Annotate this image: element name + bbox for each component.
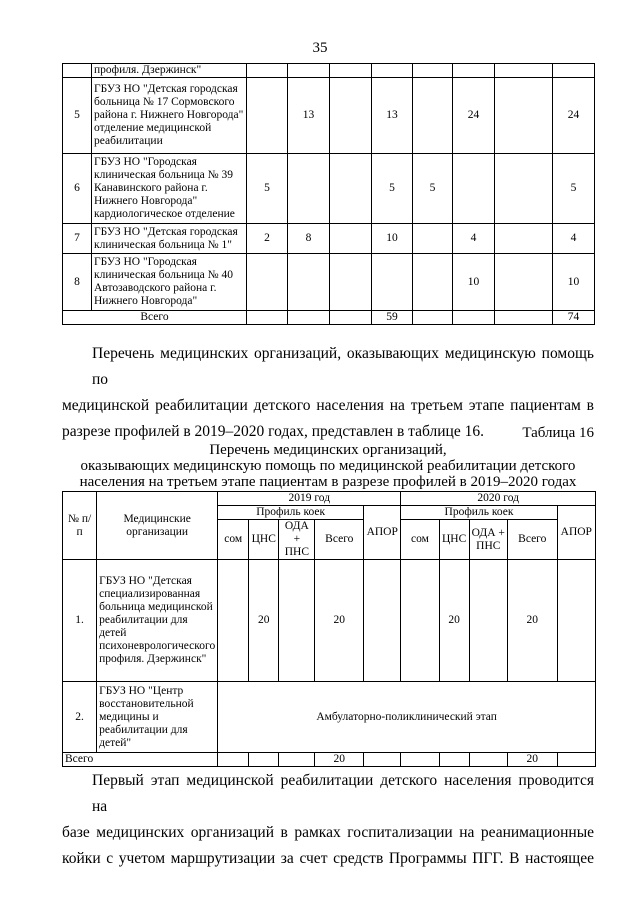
- table-row: 7 ГБУЗ НО "Детская городская клиническая больница № 1" 2 8 10 4 4: [63, 224, 595, 254]
- table-header-row: [63, 492, 596, 506]
- table-row: 6 ГБУЗ НО "Городская клиническая больница № 39 Канавинского района г. Нижнего Новгорода" кардиологическое отделение 5 5 5 5: [63, 154, 595, 224]
- paragraph-first-stage: Первый этап медицинской реабилитации детского населения проводится на базе медицинских организаций в рамках госпитализации на реанимационные койки с учетом маршрутизации за счет средств Программы ПГГ. В настоящее: [62, 772, 594, 867]
- col-header-org: Медицинские организации: [97, 492, 218, 560]
- col-header-2020: 2020 год: [401, 492, 596, 506]
- table-row: профиля. Дзержинск": [63, 64, 595, 78]
- table-header-row: Профиль коек АПОР Профиль коек АПОР: [63, 506, 596, 520]
- table-title: Перечень медицинских организаций, оказывающих медицинскую помощь по медицинской реабилитации детского населения на третьем этапе пациентам в разрезе профилей в 2019–2020 годах: [79, 442, 577, 490]
- table-total-row: Всего 59 74: [63, 311, 595, 325]
- table-continued: [62, 63, 595, 325]
- table-header-row: сом ЦНС ОДА + ПНС Всего сом ЦНС ОДА + ПНС Всего: [63, 520, 596, 560]
- table-total-row: Всего 20 20: [63, 753, 596, 767]
- col-header-2019: 2019 год: [218, 492, 401, 506]
- col-header-num: № п/п: [63, 492, 97, 560]
- table-row: 2. ГБУЗ НО "Центр восстановительной медицины и реабилитации для детей" Амбулаторно-поликлинический этап: [63, 682, 596, 753]
- page-number: 35: [312, 40, 328, 56]
- table-row: 5 ГБУЗ НО "Детская городская больница № 17 Сормовского района г. Нижнего Новгорода" отделение медицинской реабилитации 13 13 24 24: [63, 78, 595, 154]
- paragraph-intro: Перечень медицинских организаций, оказывающих медицинскую помощь по медицинской реабилитации детского населения на третьем этапе пациентам в разрезе профилей в 2019–2020 годах, представлен в таблице 16.: [62, 345, 594, 440]
- table-row: 8 ГБУЗ НО "Городская клиническая больница № 40 Автозаводского района г. Нижнего Новгорода" 10 10: [63, 254, 595, 311]
- table-row: 1. ГБУЗ НО "Детская специализированная больница медицинской реабилитации для детей психоневрологического профиля. Дзержинск" 20 20 20 20: [63, 560, 596, 682]
- table-16: [62, 491, 596, 767]
- table-label: Таблица 16: [522, 425, 594, 441]
